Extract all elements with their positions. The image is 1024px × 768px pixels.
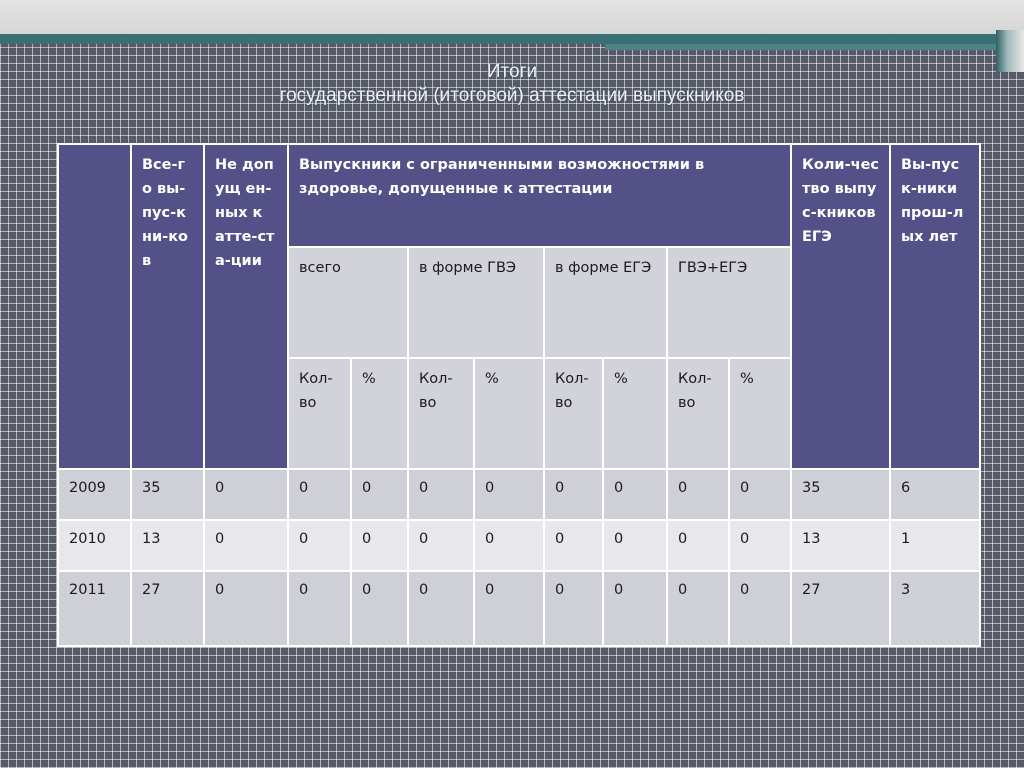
cell-not-admitted: 0 — [204, 520, 288, 571]
cell-past-years: 6 — [890, 469, 980, 520]
cell-past-years: 3 — [890, 571, 980, 646]
cell-value: 0 — [667, 520, 729, 571]
cell-value: 0 — [729, 520, 791, 571]
slide-title — [0, 60, 1024, 108]
cell-not-admitted: 0 — [204, 469, 288, 520]
header-year — [58, 144, 131, 469]
subheader-gve: в форме ГВЭ — [408, 247, 544, 358]
header-total-graduates: Все-го вы-пус-кни-ков — [131, 144, 204, 469]
header-past-years: Вы-пуск-ники прош-лых лет — [890, 144, 980, 469]
cell-value: 0 — [603, 571, 667, 646]
cell-total: 27 — [131, 571, 204, 646]
cell-value: 0 — [288, 469, 351, 520]
top-stripe-accent — [605, 44, 1024, 50]
header-ege-count: Коли-чество выпус-кников ЕГЭ — [791, 144, 890, 469]
cell-value: 0 — [351, 571, 408, 646]
cell-value: 0 — [544, 520, 603, 571]
cell-value: 0 — [667, 571, 729, 646]
title-line-2: государственной (итоговой) аттестации выпускников — [279, 85, 745, 106]
cell-year: 2009 — [58, 469, 131, 520]
cell-value: 0 — [288, 520, 351, 571]
cell-total: 35 — [131, 469, 204, 520]
cell-total: 13 — [131, 520, 204, 571]
top-band — [0, 0, 1024, 34]
subsubheader-count: Кол-во — [667, 358, 729, 469]
cell-value: 0 — [544, 469, 603, 520]
subsubheader-count: Кол-во — [544, 358, 603, 469]
cell-value: 0 — [474, 571, 544, 646]
cell-value: 0 — [474, 469, 544, 520]
subsubheader-percent: % — [603, 358, 667, 469]
cell-year: 2010 — [58, 520, 131, 571]
subsubheader-percent: % — [351, 358, 408, 469]
cell-ege-count: 27 — [791, 571, 890, 646]
cell-value: 0 — [667, 469, 729, 520]
cell-past-years: 1 — [890, 520, 980, 571]
cell-value: 0 — [729, 571, 791, 646]
cell-not-admitted: 0 — [204, 571, 288, 646]
subheader-ege: в форме ЕГЭ — [544, 247, 667, 358]
subheader-gve-ege: ГВЭ+ЕГЭ — [667, 247, 791, 358]
cell-value: 0 — [351, 520, 408, 571]
cell-value: 0 — [351, 469, 408, 520]
table-row — [58, 571, 980, 646]
table-row — [58, 520, 980, 571]
header-not-admitted: Не допущ ен-ных к атте-ста-ции — [204, 144, 288, 469]
cell-value: 0 — [603, 520, 667, 571]
cell-value: 0 — [603, 469, 667, 520]
cell-value: 0 — [288, 571, 351, 646]
top-stripe — [0, 34, 1024, 44]
cell-value: 0 — [544, 571, 603, 646]
results-table — [57, 143, 981, 647]
cell-value: 0 — [408, 469, 474, 520]
cell-value: 0 — [408, 571, 474, 646]
cell-value: 0 — [729, 469, 791, 520]
table-row — [58, 469, 980, 520]
subsubheader-percent: % — [729, 358, 791, 469]
subsubheader-percent: % — [474, 358, 544, 469]
cell-ege-count: 35 — [791, 469, 890, 520]
subsubheader-count: Кол-во — [288, 358, 351, 469]
cell-ege-count: 13 — [791, 520, 890, 571]
cell-value: 0 — [408, 520, 474, 571]
cell-year: 2011 — [58, 571, 131, 646]
cell-value: 0 — [474, 520, 544, 571]
subheader-total: всего — [288, 247, 408, 358]
header-disabilities: Выпускники с ограниченными возможностями в здоровье, допущенные к аттестации — [288, 144, 791, 247]
title-line-1: Итоги — [486, 61, 538, 82]
subsubheader-count: Кол-во — [408, 358, 474, 469]
